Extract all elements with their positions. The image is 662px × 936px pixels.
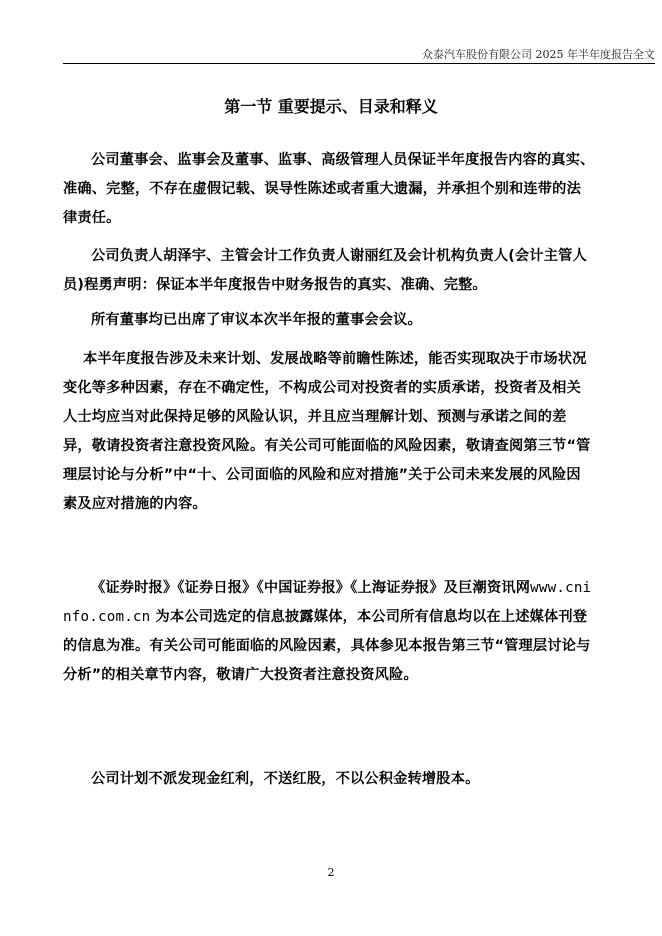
page-number: 2 (327, 866, 335, 879)
paragraph-forward-looking-risk: 本半年度报告涉及未来计划、发展战略等前瞻性陈述，能否实现取决于市场状况变化等多种因素，存在不确定性，不构成公司对投资者的实质承诺，投资者及相关人士均应当对此保持足够的风险认识，并且应当理解计划、预测与承诺之间的差异，敬请投资者注意投资风险。有关公司可能面临的风险因素，敬请查阅第三节“管理层讨论与分析”中“十、公司面临的风险和应对措施”关于公司未来发展的风险因素及应对措施的内容。 (63, 351, 591, 512)
media-list-text: 《证券时报》《证券日报》《中国证券报》《上海证券报》及巨潮资讯网 (91, 580, 531, 596)
paragraph-disclosure-media (63, 574, 595, 690)
running-header: 众泰汽车股份有限公司 2025 年半年度报告全文 (422, 48, 655, 61)
cninfo-url: www.cninfo.com.cn (63, 580, 592, 625)
section-title: 第一节 重要提示、目录和释义 (224, 97, 438, 116)
media-statement-text: 为本公司选定的信息披露媒体，本公司所有信息均以在上述媒体刊登的信息为准。有关公司可能面临的风险因素，具体参见本报告第三节“管理层讨论与分析”的相关章节内容，敬请广大投资者注意投资风险。 (63, 609, 591, 683)
header-divider (63, 63, 655, 64)
paragraph-responsible-persons: 公司负责人胡泽宇、主管会计工作负责人谢丽红及会计机构负责人(会计主管人员)程勇声明：保证本半年度报告中财务报告的真实、准确、完整。 (63, 248, 587, 293)
paragraph-dividend-plan: 公司计划不派发现金红利，不送红股，不以公积金转增股本。 (91, 771, 480, 787)
paragraph-directors-attendance: 所有董事均已出席了审议本次半年报的董事会会议。 (91, 312, 422, 328)
paragraph-board-guarantee: 公司董事会、监事会及董事、监事、高级管理人员保证半年度报告内容的真实、准确、完整，不存在虚假记载、误导性陈述或者重大遗漏，并承担个别和连带的法律责任。 (63, 152, 595, 226)
